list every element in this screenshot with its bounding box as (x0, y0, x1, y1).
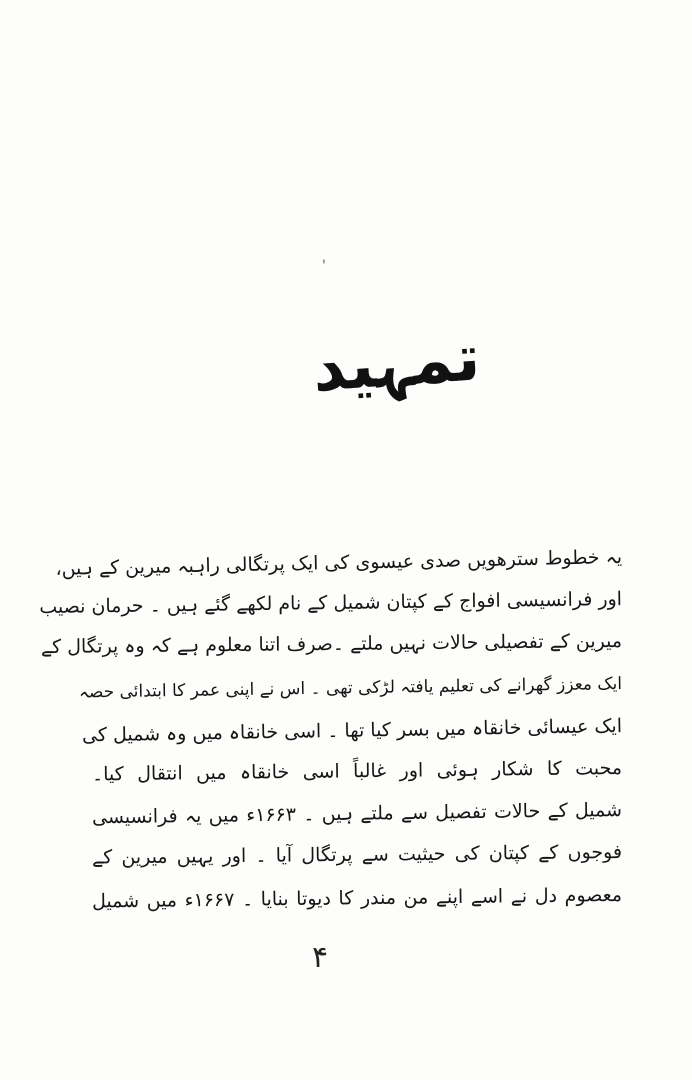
chapter-heading: تمہید (310, 321, 483, 407)
page-number: ۴ (312, 940, 329, 975)
text-line: اور فرانسیسی افواج کے کپتان شمیل کے نام لکھے گئے ہیں ۔ حرمان نصیب (39, 588, 623, 619)
text-line: ایک معزز گھرانے کی تعلیم یافتہ لڑکی تھی ۔ اس نے اپنی عمر کا ابتدائی حصہ (78, 673, 623, 703)
text-line: محبت کا شکار ہوئی اور غالباً اسی خانقاہ میں انتقال کیا۔ (91, 756, 623, 786)
text-line: معصوم دل نے اسے اپنے من مندر کا دیوتا بنایا ۔ ۱۶۶۷ء میں شمیل (91, 883, 623, 912)
text-line: شمیل کے حالات تفصیل سے ملتے ہیں ۔ ۱۶۶۳ء میں یہ فرانسیسی (91, 799, 623, 829)
text-line: میرین کے تفصیلی حالات نہیں ملتے ۔صرف اتنا معلوم ہے کہ وہ پرتگال کے (40, 630, 623, 659)
text-line: یہ خطوط سترھویں صدی عیسوی کی ایک پرتگالی راہبہ میرین کے ہیں، (55, 546, 623, 580)
text-line: فوجوں کے کپتان کی حیثیت سے پرتگال آیا ۔ اور یہیں میرین کے (91, 841, 623, 869)
text-line: ایک عیسائی خانقاہ میں بسر کیا تھا ۔ اسی خانقاہ میں وہ شمیل کی (81, 714, 623, 747)
page-mark: ' (322, 258, 326, 274)
body-paragraph (39, 536, 623, 916)
